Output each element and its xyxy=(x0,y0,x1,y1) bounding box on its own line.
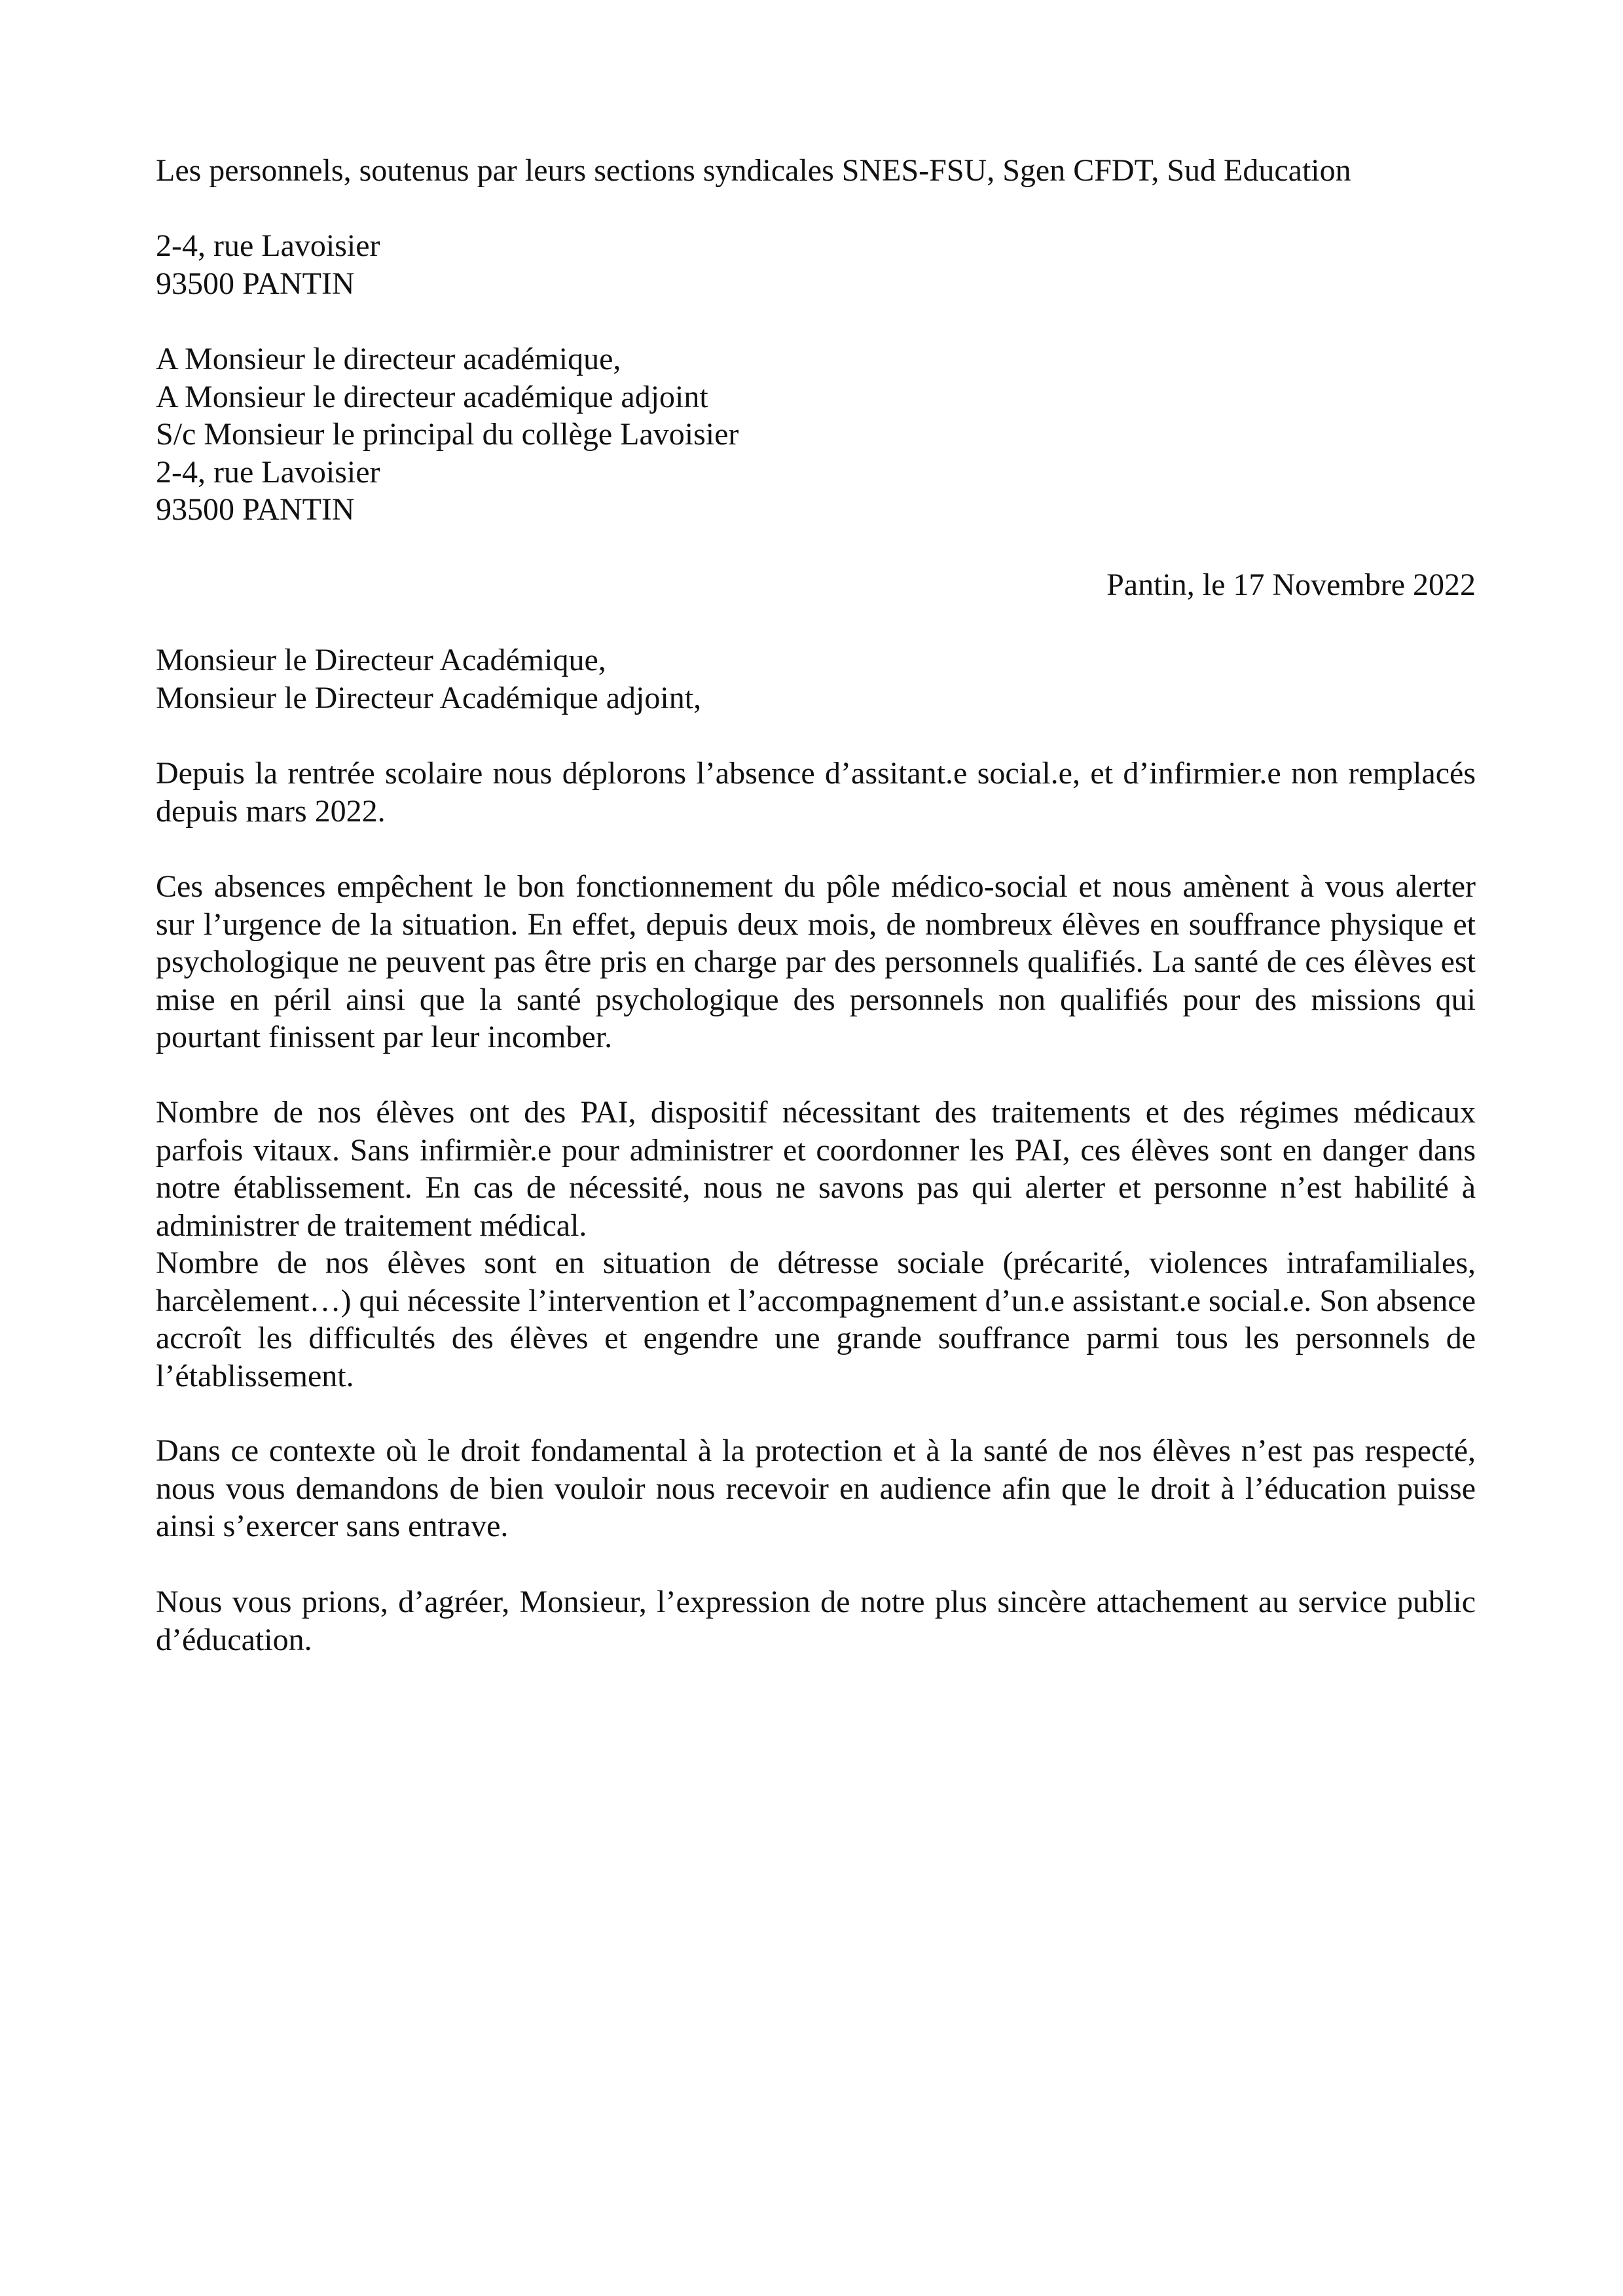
sender-street: 2-4, rue Lavoisier xyxy=(156,228,380,263)
body-paragraph-group xyxy=(156,1094,1476,1395)
letter-date: Pantin, le 17 Novembre 2022 xyxy=(1106,567,1476,602)
recipient-line: A Monsieur le directeur académique adjoint xyxy=(156,379,708,414)
sender-city: 93500 PANTIN xyxy=(156,266,355,301)
closing-paragraph: Nous vous prions, d’agréer, Monsieur, l’expression de notre plus sincère attachement au service public d’éducation. xyxy=(156,1585,1476,1657)
body-paragraph: Ces absences empêchent le bon fonctionnement du pôle médico-social et nous amènent à vous alerter sur l’urgence de la situation. En effet, depuis deux mois, de nombreux élèves en souffrance physique et psychologique ne peuvent pas être pris en charge par des personnels qualifiés. La santé de ces élèves est mise en péril ainsi que la santé psychologique des personnels non qualifiés pour des missions qui pourtant finissent par leur incomber. xyxy=(156,869,1476,1054)
sender-address xyxy=(156,227,1476,302)
recipient-address xyxy=(156,340,1476,529)
recipient-line: 93500 PANTIN xyxy=(156,492,355,527)
recipient-line: A Monsieur le directeur académique, xyxy=(156,342,621,376)
salutation-line: Monsieur le Directeur Académique, xyxy=(156,643,606,677)
recipient-line: S/c Monsieur le principal du collège Lavoisier xyxy=(156,417,739,452)
salutation-line: Monsieur le Directeur Académique adjoint, xyxy=(156,680,702,715)
body-paragraph: Depuis la rentrée scolaire nous déplorons l’absence d’assitant.e social.e, et d’infirmier.e non remplacés depuis mars 2022. xyxy=(156,756,1476,829)
sender-unions: Les personnels, soutenus par leurs sections syndicales SNES-FSU, Sgen CFDT, Sud Education xyxy=(156,153,1351,188)
salutation xyxy=(156,641,1476,717)
body-paragraph: Nombre de nos élèves sont en situation de détresse sociale (précarité, violences intrafamiliales, harcèlement…) qui nécessite l’intervention et l’accompagnement d’un.e assistant.e social.e. Son absence accroît les difficultés des élèves et engendre une grande souffrance parmi tous les personnels de l’établissement. xyxy=(156,1246,1476,1393)
body-paragraph: Nombre de nos élèves ont des PAI, dispositif nécessitant des traitements et des régimes médicaux parfois vitaux. Sans infirmièr.e pour administrer et coordonner les PAI, ces élèves sont en danger dans notre établissement. En cas de nécessité, nous ne savons pas qui alerter et personne n’est habilité à administrer de traitement médical. xyxy=(156,1095,1476,1243)
recipient-line: 2-4, rue Lavoisier xyxy=(156,454,380,490)
sender-line xyxy=(156,152,1476,190)
body-paragraph: Dans ce contexte où le droit fondamental à la protection et à la santé de nos élèves n’est pas respecté, nous vous demandons de bien vouloir nous recevoir en audience afin que le droit à l’éducation puisse ainsi s’exercer sans entrave. xyxy=(156,1433,1476,1543)
